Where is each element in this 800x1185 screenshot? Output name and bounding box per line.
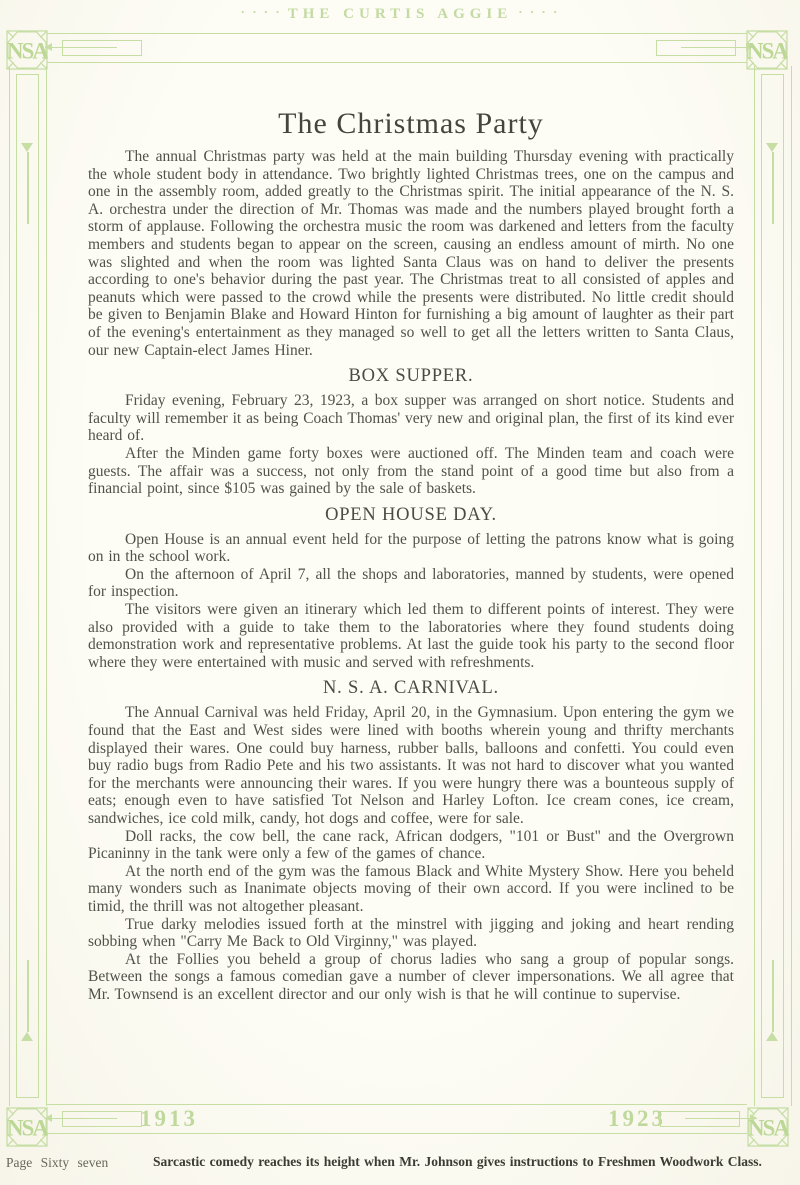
year-1923: 1923 [608, 1106, 666, 1131]
paragraph: Doll racks, the cow bell, the cane rack, African dodgers, "101 or Bust" and the Overgrown Picaninny in the tank were only a few of the games of chance. [88, 827, 734, 863]
frame-arrow-motif [62, 1111, 142, 1127]
frame-right-column [761, 74, 784, 1098]
frame-top-band [47, 33, 747, 63]
nsa-monogram-icon [6, 1107, 48, 1147]
paragraph: At the north end of the gym was the famous Black and White Mystery Show. Here you beheld many wonders such as Inanimate objects moving of their own accord. If you were inclined to be timid, the thrill was not altogether pleasant. [88, 862, 734, 915]
masthead-dots-left: · · · · [240, 4, 282, 19]
masthead-dots-right: · · · · [518, 4, 560, 19]
paragraph: On the afternoon of April 7, all the shops and laboratories, manned by students, were opened for inspection. [88, 565, 734, 601]
paragraph: After the Minden game forty boxes were auctioned off. The Minden team and coach were guests. The affair was a success, not only from the stand point of a good time but also from a financial point, since $105 was gained by the sale of baskets. [88, 444, 734, 498]
frame-arrow-motif [660, 1111, 740, 1127]
paragraph: The Annual Carnival was held Friday, April 20, in the Gymnasium. Upon entering the gym we found that the East and West sides were lined with booths wherein young and thrifty merchants displayed their wares. One could buy harness, rubber balls, balloons and confetti. You could even buy radio bugs from Radio Pete and his two assistants. It was not hard to discover what you wanted for the merchants were announcing their wares. If you were hungry there was a bounteous supply of eats; enough even to have satisfied Tot Nelson and Harley Lofton. Ice cream cones, ice cream, sandwiches, ice cold milk, candy, hot dogs and coffee, were for sale. [88, 704, 734, 827]
nsa-monogram-icon [746, 30, 788, 70]
paragraph: At the Follies you beheld a group of chorus ladies who sang a group of popular songs. Between the songs a famous comedian gave a number of clever impersonations. We all agree that Mr. Townsend is an excellent director and our only wish is that he will continue to supervise. [88, 950, 734, 1003]
paragraph: True darky melodies issued forth at the minstrel with jigging and joking and heart rending sobbing when "Carry Me Back to Old Virginny," was played. [88, 915, 734, 951]
masthead [0, 4, 800, 23]
arrow-down-icon [21, 143, 33, 152]
year-1913: 1913 [140, 1106, 198, 1131]
arrow-line [45, 1118, 117, 1120]
footer-caption: Sarcastic comedy reaches its height when Mr. Johnson gives instructions to Freshmen Woodwork Class. [153, 1154, 762, 1169]
masthead-title: THE CURTIS AGGIE [287, 6, 513, 22]
paragraph: Friday evening, February 23, 1923, a box supper was arranged on short notice. Students and faculty will remember it as being Coach Thomas' very new and original plan, the first of its kind ever heard of. [88, 392, 734, 445]
arrow-up-icon [21, 1032, 33, 1041]
page-title: The Christmas Party [278, 107, 544, 140]
article [88, 104, 734, 1004]
frame-arrow-motif [656, 40, 736, 56]
page-number-label: Page Sixty seven [6, 1155, 109, 1170]
frame-left-band [9, 66, 47, 1106]
paragraph: Open House is an annual event held for the purpose of letting the patrons know what is going on in the school work. [88, 530, 734, 566]
paragraph: The visitors were given an itinerary which led them to different points of interest. They were also provided with a guide to take them to the laboratories where they found students doing demonstration work and representative problems. At last the guide took his party to the second floor where they were entertained with music and served with refreshments. [88, 601, 734, 671]
nsa-monogram-text: NSA [7, 1115, 47, 1141]
section-heading-box-supper: BOX SUPPER. [348, 366, 474, 387]
nsa-monogram-text: NSA [7, 38, 47, 64]
arrow-stem [27, 152, 29, 224]
frame-arrow-motif [62, 40, 142, 56]
nsa-monogram-text: NSA [747, 38, 787, 64]
frame-left-column [16, 74, 39, 1098]
arrow-up-icon [766, 1032, 778, 1041]
nsa-monogram-icon [6, 30, 48, 70]
arrow-stem [27, 960, 29, 1032]
section-heading-nsa-carnival: N. S. A. CARNIVAL. [323, 678, 499, 699]
arrow-line [45, 47, 117, 49]
frame-right-band [754, 66, 792, 1106]
section-heading-open-house-day: OPEN HOUSE DAY. [325, 504, 497, 525]
nsa-monogram-icon [747, 1107, 789, 1147]
arrow-down-icon [766, 143, 778, 152]
arrow-line [681, 47, 753, 49]
paragraph: The annual Christmas party was held at the main building Thursday evening with practically the whole student body in attendance. Two brightly lighted Christmas trees, one on the campus and one in the assembly room, added greatly to the Christmas spirit. The initial appearance of the N. S. A. orchestra under the direction of Mr. Thomas was made and the numbers played brought forth a storm of applause. Following the orchestra music the room was darkened and letters from the faculty members and students began to appear on the screen, causing an endless amount of mirth. No one was slighted and when the room was lighted Santa Claus was on hand to deliver the presents according to one's behavior during the past year. The Christmas treat to all consisted of apples and peanuts which were passed to the crowd while the presents were distributed. No little credit should be given to Benjamin Blake and Howard Hinton for furnishing a big amount of laughter as their part of the evening's entertainment as they managed so well to get all the letters written to Santa Claus, our new Captain-elect James Hiner. [88, 148, 734, 359]
arrow-stem [772, 152, 774, 224]
nsa-monogram-text: NSA [748, 1115, 788, 1141]
arrow-stem [772, 960, 774, 1032]
